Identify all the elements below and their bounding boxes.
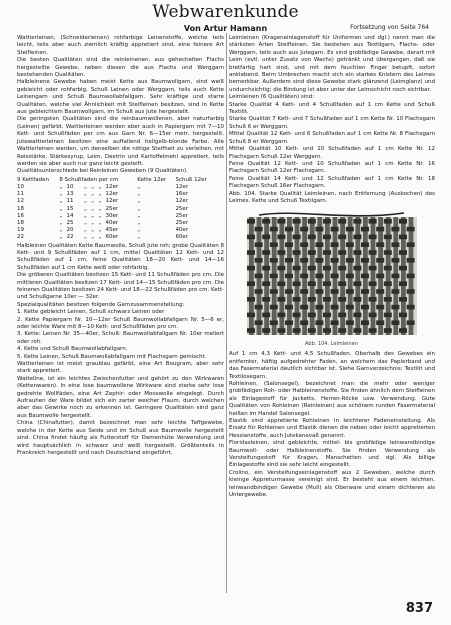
table-cell: „ <box>84 212 87 219</box>
table-cell: 60er <box>175 234 189 241</box>
author-line: Von Artur Hamann <box>183 24 268 33</box>
table-cell: „ <box>59 234 63 241</box>
table-cell: „ <box>137 205 141 212</box>
paragraph: Die geringsten Qualitäten sind die reinbaumwollenen, aber naturfarbig (Leinen) gefärbt. Wattierleinen werden aber auch in Papiergarn mit 7—10 Kett- und Schußfäden per cm aus Garn Nr. 6—15er metr. hergestellt. Jutewattierleinen besitzen eine auffallend hellgelb-blonde Farbe. Alle Wattierleinen werden, um denselben die nötige Steifheit zu verleihen, mit Reisstärke, Stärkesyrup, Leim, Dextrin und Kartoffelmehl appretiert, teils werden sie aber auch nur ganz leicht gesteift. <box>17 116 224 167</box>
paragraph: Watteline, ist ein leichtes Zwischenfutter und gehört zu den Wirkwaren (Kettenwaren). In eine lose baumwollene Wirkware sind starke sehr lose gedrehte Wollfäden, eine Art Zephir- oder Mooswolle eingelegt. Durch Aufrauhen der Ware bildet sich ein zarter weicher Flaum, durch welchen aber das Gewirke noch zu erkennen ist. Geringere Qualitäten sind ganz aus Baumwolle hergestellt. <box>17 375 224 419</box>
paragraph: Wattierleinen ist meist graublau gefärbt, eine Art Bougram, aber sehr stark appretiert. <box>17 361 224 375</box>
table-cell: „ <box>137 183 141 190</box>
table-cell: 16er <box>175 191 189 198</box>
table-cell: „ <box>98 219 102 226</box>
spec-line: Starke Qualität 4 Kett- und 4 Schußfaden auf 1 cm Kette und Schuß Textilit. <box>229 101 435 116</box>
spec-line: Starke Qualität 7 Kett- und 7 Schußfaden auf 1 cm Kette Nr. 10 Flachsgarn Schuß 6 er Werggarn. <box>229 116 435 130</box>
table-cell: 11 <box>17 191 24 198</box>
table-cell: „ <box>84 234 87 241</box>
table-cell: „ <box>84 198 87 205</box>
spec-line: Feine Qualität 14 Kett- und 12 Schußfaden auf 1 cm Kette Nr. 18 Flachsgarn Schuß 16er Flachsgarn. <box>229 175 435 190</box>
table-cell: 18 <box>17 219 24 226</box>
table-cell: 16 <box>17 212 24 219</box>
table-row <box>17 206 217 213</box>
table-cell: „ <box>84 219 87 226</box>
column-divider <box>226 33 227 593</box>
paragraph: Rohleinen, (Salonsegel), bezeichnet man die mehr oder weniger grobfädigen Roh- oder Halbleinenstoffe. Sie finden ähnlich dem Steifleinen als Einlagestoff für Jacketts, Herren-Röcke usw. Verwendung. Gute Qualitäten von Rohleinen (Reinleinen) aus schönem runden Fasermaterial heißen im Handel Salonsegel. <box>229 380 435 417</box>
table-cell: 13 <box>66 191 74 198</box>
table-cell: 40er <box>105 219 119 226</box>
table-cell: 12er <box>105 198 119 205</box>
quality-table <box>17 177 217 242</box>
table-cell: 22 <box>17 234 24 241</box>
table-cell: 11 <box>66 198 74 205</box>
table-header-row <box>17 177 217 184</box>
paragraph: China (Chinafutter), damit bezeichnet man sehr leichte Taffgewebe, welche in der Kette aus Seide und im Schuß aus Baumwolle hergestellt sind. China findet häufig als Futterstoff für Damenhüte Verwendung und wird hauptsächlich in schwarz und weiß hergestellt. Größtenteils in Frankreich hergestellt und nach Deutschland eingeführt. <box>17 420 224 456</box>
table-row <box>17 191 217 198</box>
table-cell: 12er <box>175 183 189 190</box>
table-cell: Kette 12er <box>137 176 167 183</box>
table-cell: 22 <box>66 234 74 241</box>
table-cell: „ <box>98 198 102 205</box>
table-cell: „ <box>137 191 141 198</box>
list-item: 1. Kette gebleicht Leinen, Schuß schwarz Leinen oder <box>17 309 165 316</box>
table-cell: „ <box>98 183 102 190</box>
table-cell: 60er <box>105 234 119 241</box>
paragraph: Spezialqualitäten besitzen folgende Garnzusammenstellung: <box>17 301 185 308</box>
table-cell: „ <box>91 219 95 226</box>
list-item: 4. Kette und Schuß Baumwollabfallgarn. <box>17 346 128 353</box>
table-row <box>17 213 217 220</box>
table-cell: „ <box>84 183 87 190</box>
table-cell: 25er <box>175 205 189 212</box>
paragraph: Leimleinen (6 Qualitäten) sind: <box>229 94 315 101</box>
right-column <box>229 35 435 499</box>
table-row <box>17 198 217 205</box>
table-cell: „ <box>137 227 141 234</box>
table-cell: Schuß 12er <box>175 176 207 183</box>
paragraph: Leimleinen (Krageneinlagenstoff für Uniformen und dgl.) nennt man die stärksten Arten Steifleinen. Sie bestehen aus Textilgarn, Flachs- oder Werggarn, teils auch aus Jutegarn. Es sind grobfädige Gewebe, derart mit Leim (evtl. unter Zusatz von Wachs) getränkt und übergangen, daß sie bretfartig hart sind, und mit dem feuchten Finger betupft, sofort anklebend. Beim Umbrechen macht sich ein starkes Knistern des Leimes bemerkbar. Außerdem sind diese Gewebe stark glänzend (Leimglanz) und undurchsichtig; die Bindung ist aber unter der Leimschicht noch sichtbar. <box>229 35 435 93</box>
table-cell: 30er <box>105 212 119 219</box>
table-cell: 25er <box>175 219 189 226</box>
table-cell: 40er <box>175 227 189 234</box>
left-column <box>17 35 224 457</box>
table-cell: „ <box>59 219 63 226</box>
table-cell: „ <box>59 205 63 212</box>
paragraph: Halbleinen Qualitäten Kette Baumwolle, Schuß Jute roh; grobe Qualitäten 8 Kett- und 9 Schußfäden auf 1 cm, mittel Qualitäten 12 Kett- und 12 Schußfäden auf 1 cm, feine Qualitäten 18—20 Kett- und 14—16 Schußfäden auf 1 cm Kette weiß oder rohfarbig. <box>17 242 224 271</box>
table-cell: 10 <box>66 183 74 190</box>
continuation-note: Fortsetzung von Seite 764 <box>350 24 429 31</box>
table-cell: „ <box>91 234 95 241</box>
list-item: 3. Kette: Leinen Nr. 35—40er, Schuß: Baumwollabfallgarn Nr. 10er meliert oder roh. <box>17 331 224 345</box>
table-cell: „ <box>59 227 63 234</box>
table-cell: 25 <box>66 219 74 226</box>
paragraph: Floridasleinen, sind gebleichte, mittel- bis grobfädige leinwandbindige Baumwoll- oder Halbleinenstoffe. Sie finden Verwendung als Versteifungsstoff für Kragen, Manschetten und dgl. Als billige Einlagestoffe sind sie sehr leicht eingestellt. <box>229 440 435 469</box>
table-cell: 25er <box>105 205 119 212</box>
quality-table-body <box>17 184 217 242</box>
table-row <box>17 184 217 191</box>
table-row <box>17 220 217 227</box>
paragraph: Halbleinene Gewebe haben meist Kette aus Baumwollgarn, sind weiß gebleicht oder rohfarbig, Schuß Leinen oder Werggarn, teils auch Kette Leinengarn und Schuß Baumwollabfallgarn. Sehr kräftige und starre Qualitäten, welche viel Ähnlichkeit mit Steifleinen besitzen, sind in Kette aus gebleichtem Baumwollgarn, im Schuß aus Jute hergestellt. <box>17 79 224 116</box>
spec-line: Feine Qualität 12 Kett- und 10 Schußfaden auf 1 cm Kette Nr. 16 Flachsgarn Schuß 12er Flachsgarn. <box>229 160 435 175</box>
table-cell: „ <box>98 191 102 198</box>
table-cell: „ <box>98 212 102 219</box>
figure-caption: Abb. 104. Leimleinen <box>305 341 358 348</box>
table-cell: „ <box>91 227 95 234</box>
table-cell: „ <box>59 198 63 205</box>
spec-line: Mittel Qualität 10 Kett- und 10 Schußfaden auf 1 cm Kette Nr. 12 Flachsgarn Schuß 12er Werggarn. <box>229 146 435 160</box>
fabric-weave-image <box>229 209 434 341</box>
table-cell: 15 <box>66 205 74 212</box>
table-cell: 25er <box>175 212 189 219</box>
table-cell: 10 <box>17 183 24 190</box>
page-number: 837 <box>405 601 433 616</box>
table-cell: „ <box>59 183 63 190</box>
table-cell: „ <box>137 212 141 219</box>
table-cell: „ <box>91 212 95 219</box>
table-cell: „ <box>59 191 63 198</box>
page-title: Webwarenkunde <box>152 2 299 22</box>
table-cell: „ <box>91 191 95 198</box>
table-cell: „ <box>91 205 95 212</box>
table-cell: „ <box>84 191 87 198</box>
paragraph: Die gröberen Qualitäten besitzen 15 Kett- und 11 Schußfäden pro cm. Die mittleren Qualitäten besitzen 17 Kett- und 14—15 Schußfäden pro cm. Die feineren Qualitäten besitzen 24 Kett- und 18—22 Schußfäden pro cm. Kett- und Schußgarne 10er — 32er. <box>17 272 224 301</box>
table-cell: 12er <box>175 198 189 205</box>
paragraph: Abb. 104. Starke Qualität Leimleinen, nach Entfernung (Auskochen) des Leimes. Kette und Schuß Textilgarn. <box>229 190 435 204</box>
table-cell: „ <box>137 198 141 205</box>
table-cell: „ <box>98 205 102 212</box>
table-cell: „ <box>98 234 102 241</box>
paragraph: Wattierleinen, (Schneiderleinen) rohfarbige Leinenstoffe, welche teils leicht, teils aber auch ziemlich kräftig appretiert sind, eine feinere Art Steifleinen. <box>17 35 224 56</box>
table-cell: „ <box>98 227 102 234</box>
fabric-figure <box>229 209 434 349</box>
table-cell: 14 <box>66 212 74 219</box>
table-cell: 20 <box>66 227 74 234</box>
table-cell: „ <box>84 227 87 234</box>
table-cell: 9 Kettfaden <box>17 176 49 183</box>
table-cell: 8 Schußfaden per cm <box>59 176 119 183</box>
list-item: 2. Kette Papiergarn Nr. 10—12er Schuß Baumwollabfallgarn Nr. 5—6 er, oder leichte Ware mit 8—10 Kett- und Schußfäden pro cm. <box>17 316 224 331</box>
table-cell: „ <box>91 183 95 190</box>
paragraph: Crolino, ein Versteifungseinlagenstoff aus 2 Geweben, welche durch kleinge Appreturmasse vereinigt sind. Er besteht aus einem leichten, leinwandbindigen Gewebe (Mull) als Oberware und einem dichteren als Untergewebe. <box>229 469 435 499</box>
table-cell: „ <box>84 205 87 212</box>
paragraph: Die besten Qualitäten sind die reinleinenen, aus gehechelten Flachs hergestellte Gewebe, neben diesen die aus Flachs und Werggarn bestehenden Qualitäten. <box>17 57 224 79</box>
list-item: 5. Kette Leinen, Schuß Baumwollabfallgarn mit Flachsgarn gemischt. <box>17 353 207 360</box>
table-cell: „ <box>137 234 141 241</box>
table-cell: 12er <box>105 183 119 190</box>
paragraph: Auf 1 cm 4,3 Kett- und 4,5 Schußfaden. Oberhalb des Gewebes ein entfernter, häftig aufgedrehter Faden, an welchem das Papierband und das Fasermaterial deutlich sichtbar ist. Siehe Garnverzeichnis: Textilit und Textilosegarn. <box>229 351 435 380</box>
table-cell: „ <box>91 198 95 205</box>
spec-line: Mittel Qualität 12 Kett- und 6 Schußfaden auf 1 cm Kette Nr. 8 Flachsgarn Schuß 8 er Werggarn. <box>229 131 435 145</box>
paragraph: Qualitätsunterschiede bei Reinleinen Geweben (9 Qualitäten). <box>17 168 188 175</box>
table-cell: 12 <box>17 198 24 205</box>
table-cell: 12er <box>105 191 119 198</box>
table-cell: 45er <box>105 227 119 234</box>
paragraph: Elastik sind appretierte Rohleinen in leichterer Fadeneinstellung. Als Ersatz für Rohleinen und Elastik dienen die neben oder leicht appretierten Hessianstoffe, auch Jutekanevaß genannt. <box>229 418 435 439</box>
table-row <box>17 234 217 241</box>
table-row <box>17 227 217 234</box>
table-cell: „ <box>59 212 63 219</box>
table-cell: „ <box>137 219 141 226</box>
table-cell: 18 <box>17 205 24 212</box>
table-cell: 19 <box>17 227 24 234</box>
